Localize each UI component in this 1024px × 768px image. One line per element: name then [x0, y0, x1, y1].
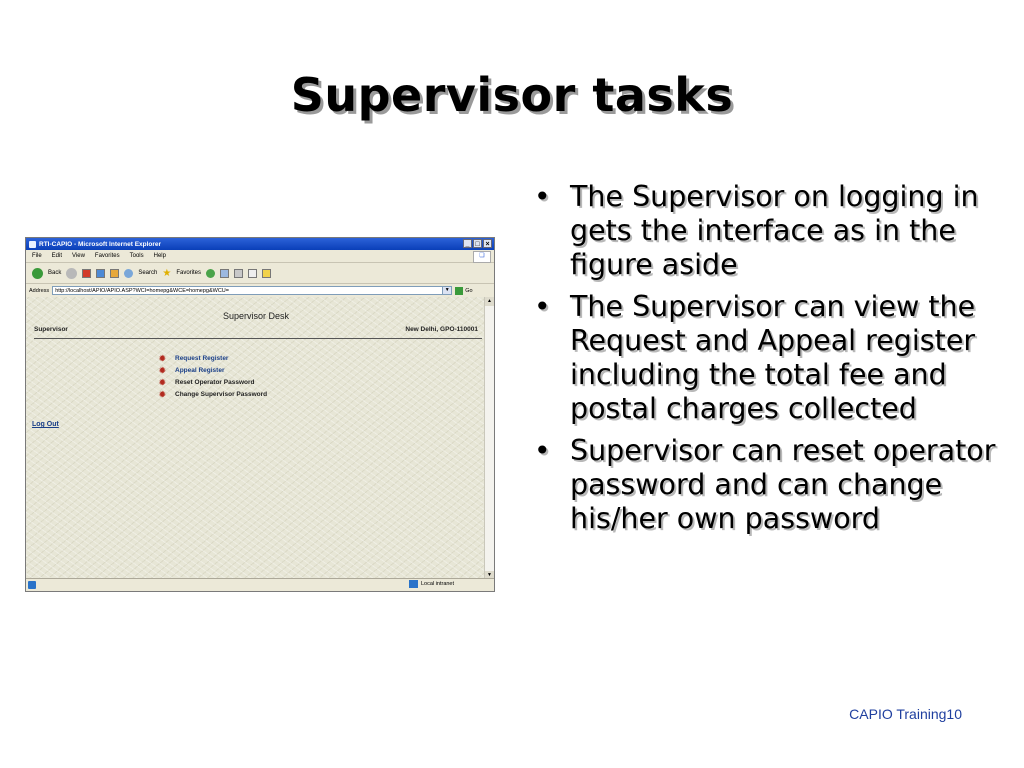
role-label: Supervisor	[34, 326, 68, 333]
menu-item-reset-operator-password[interactable]	[159, 376, 267, 388]
browser-titlebar	[26, 238, 494, 250]
menu-edit[interactable]: Edit	[51, 253, 63, 259]
menu-tools[interactable]: Tools	[129, 253, 144, 259]
bullet-text: The Supervisor on logging in gets the interface as in the figure aside	[570, 180, 979, 281]
bullet-list	[532, 180, 1002, 544]
url-text: http://localhost/APIO/APIO.ASP?WCI=homepg&WCE=homepg&WCU=	[55, 287, 229, 294]
bullet-star-icon: ✹	[159, 389, 166, 399]
menu-item-label[interactable]: Request Register	[175, 354, 229, 362]
stop-icon[interactable]	[82, 269, 91, 278]
browser-window-title: RTI-CAPIO - Microsoft Internet Explorer	[39, 240, 162, 248]
location-label: New Delhi, GPO-110001	[405, 326, 478, 333]
history-icon[interactable]	[206, 269, 215, 278]
windows-logo-icon: ❏	[473, 251, 491, 263]
page-heading: Supervisor Desk	[222, 311, 290, 321]
bullet-dot-icon: •	[534, 290, 551, 323]
go-button[interactable]	[455, 287, 472, 295]
logout-link[interactable]: Log Out	[32, 421, 59, 428]
browser-screenshot	[25, 237, 495, 592]
intranet-zone-icon	[409, 580, 418, 588]
forward-arrow-icon[interactable]	[66, 268, 77, 279]
menu-view[interactable]: View	[72, 253, 85, 259]
slide-footer: CAPIO Training10	[849, 706, 962, 722]
ie-app-icon	[29, 241, 36, 248]
browser-toolbar	[26, 263, 494, 284]
menu-item-change-supervisor-password[interactable]	[159, 388, 267, 400]
scroll-down-icon[interactable]: ▼	[485, 571, 494, 580]
edit-icon[interactable]	[248, 269, 257, 278]
bullet-item	[532, 290, 1002, 426]
search-button-label[interactable]: Search	[138, 270, 158, 276]
vertical-scrollbar[interactable]	[484, 297, 494, 580]
favorites-button-label[interactable]: Favorites	[176, 270, 202, 276]
browser-statusbar	[26, 578, 494, 591]
search-icon[interactable]	[124, 269, 133, 278]
bullet-star-icon: ✹	[159, 353, 166, 363]
bullet-item	[532, 434, 1002, 536]
address-input[interactable]	[52, 286, 452, 295]
browser-menubar	[26, 250, 494, 263]
back-button-label[interactable]: Back	[48, 270, 62, 276]
page-status-icon	[28, 581, 36, 589]
bullet-dot-icon: •	[534, 180, 551, 213]
address-label: Address	[29, 287, 50, 294]
menu-item-appeal-register[interactable]	[159, 364, 267, 376]
scroll-up-icon[interactable]: ▲	[485, 297, 494, 306]
menu-help[interactable]: Help	[153, 253, 166, 259]
back-arrow-icon[interactable]	[32, 268, 43, 279]
address-dropdown-icon[interactable]: ▼	[442, 287, 451, 294]
go-arrow-icon	[455, 287, 463, 295]
address-bar	[26, 284, 494, 298]
messenger-icon[interactable]	[262, 269, 271, 278]
bullet-dot-icon: •	[534, 434, 551, 467]
menu-favorites[interactable]: Favorites	[94, 253, 120, 259]
menu-file[interactable]: File	[32, 253, 42, 259]
refresh-icon[interactable]	[96, 269, 105, 278]
header-divider	[34, 338, 482, 339]
print-icon[interactable]	[234, 269, 243, 278]
supervisor-menu	[159, 352, 267, 400]
bullet-text: The Supervisor can view the Request and Appeal register including the total fee and postal charges collected	[570, 290, 976, 425]
bullet-item	[532, 180, 1002, 282]
menu-item-label[interactable]: Appeal Register	[175, 366, 225, 374]
bullet-text: Supervisor can reset operator password and can change his/her own password	[570, 434, 996, 535]
bullet-star-icon: ✹	[159, 365, 166, 375]
menu-item-label[interactable]: Reset Operator Password	[175, 378, 255, 386]
favorites-star-icon[interactable]: ★	[162, 267, 172, 279]
slide-title: Supervisor tasks	[290, 68, 734, 122]
mail-icon[interactable]	[220, 269, 229, 278]
menu-item-label[interactable]: Change Supervisor Password	[175, 390, 268, 398]
minimize-button[interactable]: _	[463, 239, 472, 248]
menu-item-request-register[interactable]	[159, 352, 267, 364]
close-button[interactable]: ×	[483, 239, 492, 248]
zone-label: Local intranet	[421, 581, 455, 587]
bullet-star-icon: ✹	[159, 377, 166, 387]
home-icon[interactable]	[110, 269, 119, 278]
go-label: Go	[465, 287, 473, 294]
maximize-button[interactable]: □	[473, 239, 482, 248]
page-content	[26, 297, 486, 580]
